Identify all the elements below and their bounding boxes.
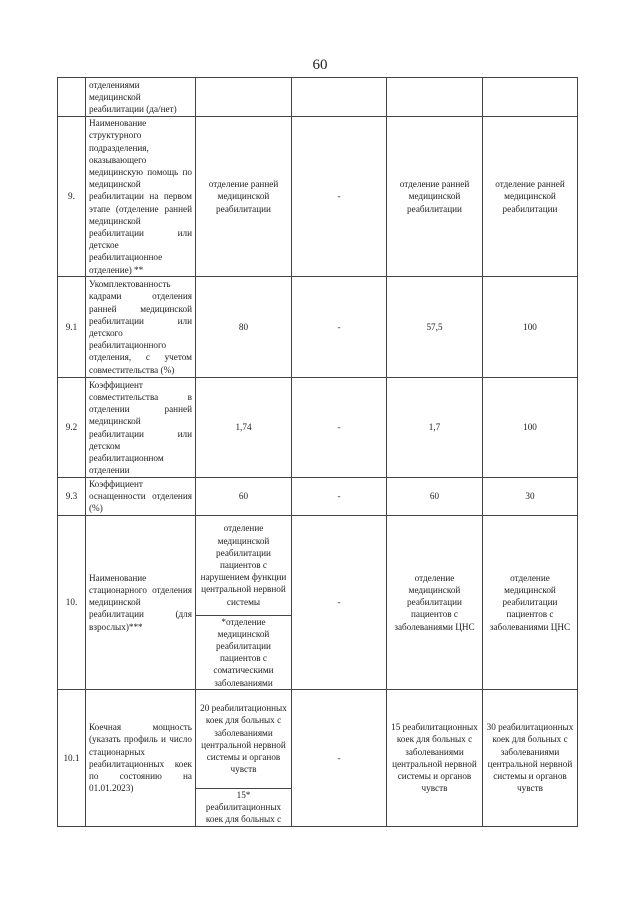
cell-col2-a: отделение медицинской реабилитации пациентов с нарушением функции центральной нервной системы	[196, 515, 292, 615]
cell-col2-b: *отделение медицинской реабилитации пациентов с соматическими заболеваниями	[196, 615, 292, 689]
row-name: Наименование стационарного отделения медицинской реабилитации (для взрослых)***	[86, 515, 196, 689]
cell-col5: отделение медицинской реабилитации пациентов с заболеваниями ЦНС	[483, 515, 578, 689]
cell-col4: отделение медицинской реабилитации пациентов с заболеваниями ЦНС	[387, 515, 483, 689]
row-number: 9.	[58, 117, 86, 277]
row-name: Укомплектованность кадрами отделения ранней медицинской реабилитации или детского реабилитационного отделения, с учетом совместительства (%)	[86, 277, 196, 378]
cell-col3: -	[292, 689, 387, 826]
row-name: отделениями медицинской реабилитации (да/нет)	[86, 78, 196, 117]
cell-col2: отделение ранней медицинской реабилитации	[196, 117, 292, 277]
row-name: Коечная мощность (указать профиль и число стационарных реабилитационных коек по состоянию на 01.01.2023)	[86, 689, 196, 826]
table-row	[58, 378, 578, 478]
cell-col5	[483, 78, 578, 117]
cell-col4	[387, 78, 483, 117]
cell-col5: 100	[483, 277, 578, 378]
cell-col4: 60	[387, 478, 483, 516]
table-row	[58, 277, 578, 378]
cell-col4: 15 реабилитационных коек для больных с заболеваниями центральной нервной системы и органов чувств	[387, 689, 483, 826]
cell-col4: 1,7	[387, 378, 483, 478]
cell-col2: 80	[196, 277, 292, 378]
page-number: 60	[312, 57, 328, 73]
cell-col5: 30	[483, 478, 578, 516]
cell-col2-a: 20 реабилитационных коек для больных с заболеваниями центральной нервной системы и органов чувств	[196, 689, 292, 788]
cell-col3: -	[292, 378, 387, 478]
cell-col3: -	[292, 117, 387, 277]
table-row	[58, 689, 578, 788]
cell-col3: -	[292, 478, 387, 516]
row-number	[58, 78, 86, 117]
row-number: 9.1	[58, 277, 86, 378]
cell-col4: отделение ранней медицинской реабилитации	[387, 117, 483, 277]
cell-col2	[196, 78, 292, 117]
row-name: Коэффициент совместительства в отделении ранней медицинской реабилитации или детском реабилитационном отделении	[86, 378, 196, 478]
cell-col3: -	[292, 515, 387, 689]
cell-col2: 1,74	[196, 378, 292, 478]
row-number: 9.2	[58, 378, 86, 478]
table-row	[58, 78, 578, 117]
cell-col5: 100	[483, 378, 578, 478]
cell-col3: -	[292, 277, 387, 378]
row-number: 10.1	[58, 689, 86, 826]
cell-col5: отделение ранней медицинской реабилитации	[483, 117, 578, 277]
row-number: 10.	[58, 515, 86, 689]
cell-col2-b: 15* реабилитационных коек для больных с	[196, 788, 292, 826]
row-number: 9.3	[58, 478, 86, 516]
cell-col2: 60	[196, 478, 292, 516]
table-row	[58, 117, 578, 277]
row-name: Коэффициент оснащенности отделения (%)	[86, 478, 196, 516]
cell-col3	[292, 78, 387, 117]
cell-col5: 30 реабилитационных коек для больных с заболеваниями центральной нервной системы и органов чувств	[483, 689, 578, 826]
rehabilitation-table	[57, 77, 578, 827]
cell-col4: 57,5	[387, 277, 483, 378]
row-name: Наименование структурного подразделения, оказывающего медицинскую помощь по медицинской реабилитации на первом этапе (отделение ранней медицинской реабилитации или детское реабилитационное отделение) **	[86, 117, 196, 277]
table-row	[58, 478, 578, 516]
table-row	[58, 515, 578, 615]
